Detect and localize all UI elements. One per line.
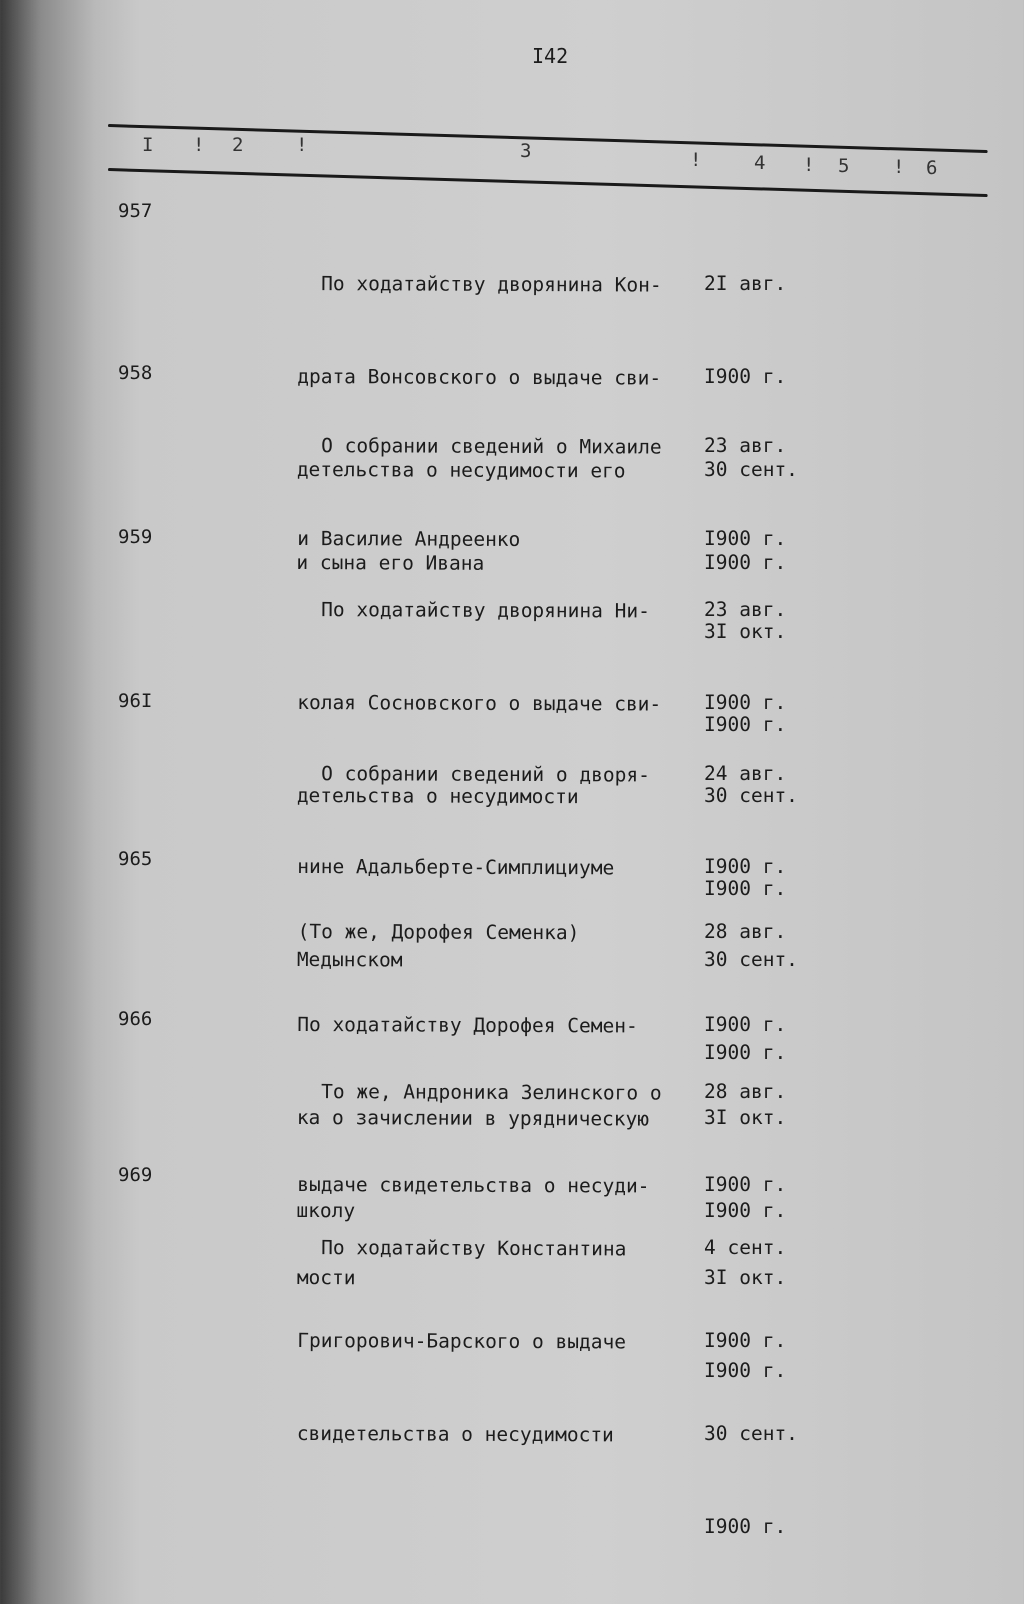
- date-line: 2I авг.: [704, 272, 787, 295]
- date-line: I900 г.: [704, 1013, 787, 1036]
- date-line: 3I окт.: [704, 620, 787, 643]
- col-header: 2: [232, 134, 244, 156]
- col-separator: !: [803, 154, 815, 176]
- desc-line: По ходатайству Дорофея Семен-: [297, 1012, 638, 1038]
- col-separator: !: [893, 156, 905, 178]
- col-separator: !: [296, 134, 308, 156]
- desc-line: (То же, Дорофея Семенка): [297, 919, 580, 945]
- entry-number: 96I: [118, 690, 153, 712]
- date-line: I900 г.: [704, 551, 787, 574]
- desc-line: По ходатайству дворянина Кон-: [297, 271, 662, 297]
- date-line: I900 г.: [704, 1515, 787, 1538]
- desc-line: нине Адальберте-Симплициуме: [297, 854, 615, 880]
- date-line: I900 г.: [704, 1041, 787, 1064]
- date-line: I900 г.: [704, 1359, 787, 1382]
- entry-description: [297, 1170, 627, 1512]
- desc-line: и Василие Андреенко: [297, 526, 521, 551]
- entry-number: 969: [118, 1164, 153, 1186]
- desc-line: Медынском: [296, 947, 403, 972]
- date-line: I900 г.: [704, 1199, 787, 1222]
- col-header: 4: [754, 152, 766, 174]
- date-line: 23 авг.: [704, 598, 787, 621]
- desc-line: О собрании сведений о дворя-: [297, 761, 650, 787]
- header-bottom-rule: [108, 168, 988, 197]
- desc-line: школу: [296, 1198, 356, 1223]
- date-line: 3I окт.: [704, 1266, 787, 1289]
- date-line: 30 сент.: [704, 1422, 798, 1445]
- desc-line: То же, Андроника Зелинского о: [297, 1079, 662, 1105]
- entry-number: 959: [118, 526, 153, 548]
- entry-dates: [704, 1170, 798, 1604]
- desc-line: свидетельства о несудимости: [296, 1421, 614, 1447]
- date-line: 24 авг.: [704, 762, 787, 785]
- entry-number: 958: [118, 362, 153, 384]
- desc-line: ка о зачислении в урядническую: [296, 1105, 650, 1131]
- desc-line: По ходатайству дворянина Ни-: [297, 597, 650, 623]
- date-line: 30 сент.: [704, 458, 798, 481]
- date-line: I900 г.: [704, 691, 787, 714]
- desc-line: мости: [296, 1265, 356, 1290]
- desc-line: колая Сосновского о выдаче сви-: [297, 690, 662, 716]
- entry-number: 957: [118, 200, 153, 222]
- date-line: 28 авг.: [704, 1080, 787, 1103]
- col-header: 6: [926, 157, 938, 179]
- date-line: I900 г.: [704, 1173, 787, 1196]
- date-line: I900 г.: [704, 713, 787, 736]
- date-line: I900 г.: [704, 1329, 787, 1352]
- page-number: I42: [532, 44, 569, 68]
- date-line: 23 авг.: [704, 434, 787, 457]
- date-line: I900 г.: [704, 877, 787, 900]
- col-header: 3: [520, 140, 532, 162]
- date-line: 3I окт.: [704, 1106, 787, 1129]
- date-line: I900 г.: [704, 855, 787, 878]
- date-line: I900 г.: [704, 365, 787, 388]
- desc-line: О собрании сведений о Михаиле: [297, 433, 662, 459]
- col-separator: !: [193, 134, 205, 156]
- desc-line: драта Вонсовского о выдаче сви-: [297, 364, 662, 390]
- date-line: 28 авг.: [704, 920, 787, 943]
- col-separator: !: [690, 149, 702, 171]
- desc-line: и сына его Ивана: [296, 550, 485, 575]
- col-header: I: [142, 134, 154, 156]
- date-line: 4 сент.: [704, 1236, 787, 1259]
- desc-line: детельства о несудимости: [296, 783, 579, 809]
- desc-line: По ходатайству Константина: [297, 1235, 627, 1261]
- entry-number: 965: [118, 848, 153, 870]
- date-line: I900 г.: [704, 527, 787, 550]
- desc-line: детельства о несудимости его: [296, 457, 626, 483]
- desc-line: Григорович-Барского о выдаче: [297, 1328, 627, 1354]
- desc-line: выдаче свидетельства о несуди-: [297, 1172, 650, 1198]
- date-line: 30 сент.: [704, 784, 798, 807]
- date-line: 30 сент.: [704, 948, 798, 971]
- col-header: 5: [838, 155, 850, 177]
- entry-number: 966: [118, 1008, 153, 1030]
